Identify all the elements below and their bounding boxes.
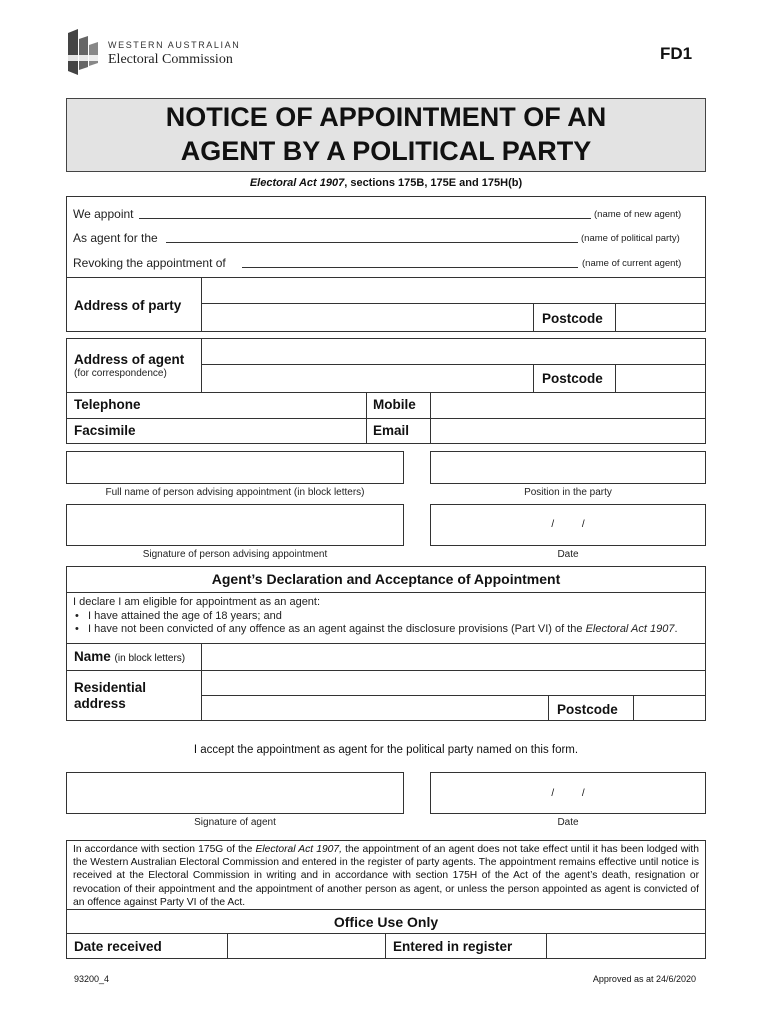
agent-signature-caption: Signature of agent: [194, 817, 276, 828]
residential-divider: [66, 670, 706, 671]
entered-in-register-field[interactable]: [547, 934, 705, 958]
wa-electoral-commission-logo-icon: [66, 27, 100, 77]
party-postcode-field[interactable]: [615, 303, 706, 332]
agent-date-caption: Date: [557, 817, 579, 828]
agent-address-sublabel: (for correspondence): [74, 368, 167, 379]
email-field[interactable]: [431, 419, 705, 443]
office-divider: [66, 909, 706, 910]
form-code: FD1: [660, 44, 693, 63]
acceptance-statement: I accept the appointment as agent for the political party named on this form.: [193, 744, 579, 756]
declaration-bullet1-text: I have attained the age of 18 years; and: [88, 610, 282, 622]
date-received-label: Date received: [74, 939, 162, 954]
residential-postcode-vline: [548, 695, 549, 721]
party-address-vline: [201, 277, 202, 332]
act-reference-rest: , sections 175B, 175E and 175H(b): [344, 177, 523, 189]
name-label-wrap: [74, 649, 185, 664]
declaration-heading: Agent’s Declaration and Acceptance of Appointment: [211, 571, 561, 587]
party-address-label: Address of party: [74, 298, 182, 313]
notice-italic: Electoral Act 1907,: [255, 844, 342, 855]
party-postcode-vline: [533, 303, 534, 332]
email-label: Email: [373, 423, 410, 438]
declaration-heading-divider: [66, 592, 706, 593]
telephone-label: Telephone: [74, 397, 141, 412]
party-address-divider: [66, 277, 706, 278]
page-title-line1: NOTICE OF APPOINTMENT OF AN: [165, 102, 607, 132]
date-received-field[interactable]: [228, 934, 384, 958]
party-name-line[interactable]: [166, 242, 578, 243]
agent-address-label: Address of agent: [74, 352, 185, 367]
new-agent-hint: (name of new agent): [594, 209, 682, 220]
logo-line1: WESTERN AUSTRALIAN: [108, 40, 241, 50]
advisor-fullname-caption: Full name of person advising appointment (in block letters): [105, 487, 365, 498]
page-title-line2: AGENT BY A POLITICAL PARTY: [180, 136, 592, 166]
agent-postcode-vline: [533, 364, 534, 392]
declaration-bullet2-pre: I have not been convicted of any offence as an agent against the disclosure provisions (Part VI) of the: [88, 623, 586, 635]
current-agent-name-line[interactable]: [242, 267, 578, 268]
footer-form-code: 93200_4: [74, 974, 110, 984]
entered-in-register-label: Entered in register: [393, 939, 513, 954]
office-vline-2: [385, 933, 386, 959]
declaration-bullet2-post: .: [674, 623, 678, 635]
mobile-field[interactable]: [431, 393, 705, 417]
agent-signature-field[interactable]: [66, 772, 404, 814]
act-reference-italic: Electoral Act 1907: [249, 177, 345, 189]
residential-address-line1[interactable]: [201, 695, 706, 696]
act-reference: [66, 177, 706, 189]
declaration-bullet2: • I have not been convicted of any offence as an agent against the disclosure provisions (Part VI) of the Electoral Act 1907.: [75, 623, 678, 635]
agent-address-vline: [201, 338, 202, 392]
agent-postcode-field[interactable]: [615, 364, 706, 392]
advisor-date-caption: Date: [557, 549, 579, 560]
advisor-signature-caption: Signature of person advising appointment: [142, 549, 328, 560]
party-postcode-label: Postcode: [542, 311, 603, 326]
residential-postcode-label: Postcode: [557, 702, 618, 717]
we-appoint-label: We appoint: [73, 207, 134, 221]
declaration-intro: I declare I am eligible for appointment as an agent:: [73, 596, 321, 608]
residential-label-line1: Residential: [74, 680, 147, 695]
revoking-label: Revoking the appointment of: [73, 256, 226, 270]
current-agent-hint: (name of current agent): [582, 258, 682, 269]
advisor-position-field[interactable]: [430, 451, 706, 484]
declaration-bullet1: • I have attained the age of 18 years; and: [75, 610, 282, 622]
facsimile-field[interactable]: [170, 419, 365, 443]
name-label: Name: [74, 649, 111, 664]
declaration-bullet2-italic: Electoral Act 1907: [585, 623, 675, 635]
notice-text: [73, 843, 699, 909]
footer-approved: Approved as at 24/6/2020: [592, 974, 696, 984]
residential-postcode-field[interactable]: [633, 695, 706, 721]
name-hint: (in block letters): [114, 653, 186, 664]
advisor-fullname-field[interactable]: [66, 451, 404, 484]
facsimile-label: Facsimile: [74, 423, 136, 438]
advisor-position-caption: Position in the party: [524, 487, 612, 498]
office-use-heading: Office Use Only: [333, 914, 439, 930]
mobile-label: Mobile: [373, 397, 416, 412]
logo-line2: Electoral Commission: [108, 52, 233, 67]
agent-postcode-label: Postcode: [542, 371, 603, 386]
name-field[interactable]: [202, 644, 705, 669]
agent-date-placeholder: / /: [551, 788, 585, 799]
notice-pre: In accordance with section 175G of the: [73, 844, 256, 855]
advisor-signature-field[interactable]: [66, 504, 404, 546]
residential-label-line2: address: [74, 696, 126, 711]
agent-for-label: As agent for the: [73, 231, 158, 245]
contact-vline-1: [366, 392, 367, 444]
new-agent-name-line[interactable]: [139, 218, 591, 219]
notice-post: the appointment of an agent does not take effect until it has been lodged with the Western Australian Electoral Commission and entered in the register of party agents. The appointment remains effective until notice is received at the Electoral Commission in writing and in accordance with section 175H of the Act of the agent’s death, resignation or revocation of their appointment and the appointment of another person as agent, or unless the person appointed as agent is convicted of an offence against Party VI of the Act.: [73, 844, 700, 908]
advisor-date-placeholder: / /: [551, 519, 585, 530]
party-name-hint: (name of political party): [581, 233, 680, 244]
telephone-field[interactable]: [170, 393, 365, 417]
